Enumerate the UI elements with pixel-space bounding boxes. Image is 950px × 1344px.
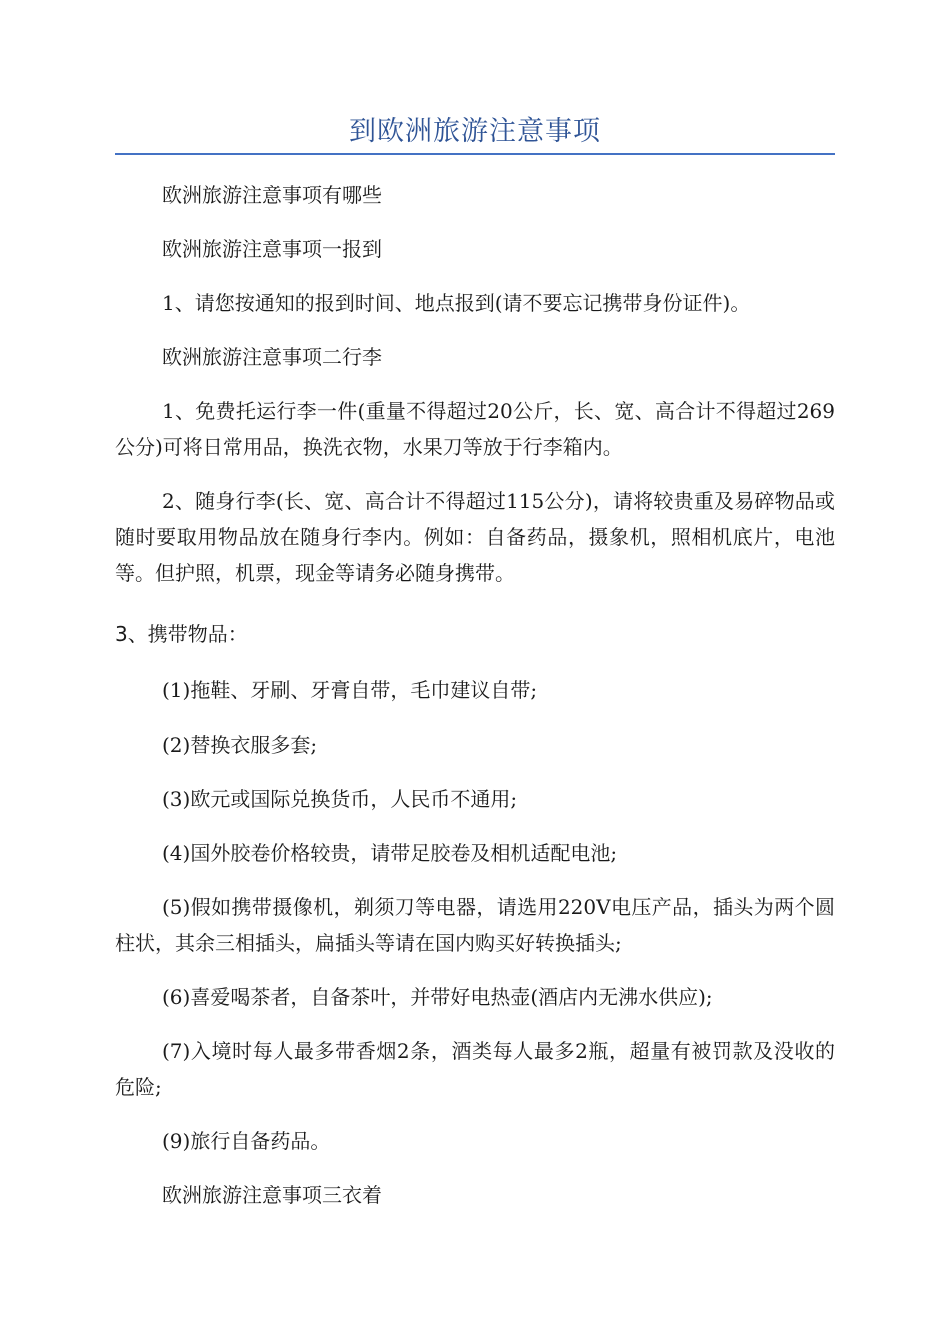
document-title: 到欧洲旅游注意事项 [349,116,601,147]
paragraph-carry-items-heading: 3、携带物品： [115,622,248,646]
paragraph-carry-item-3: (3)欧元或国际兑换货币，人民币不通用; [162,787,518,811]
paragraph-heading-luggage: 欧洲旅游注意事项二行李 [162,345,382,369]
paragraph-luggage-item-1: 1、免费托运行李一件(重量不得超过20公斤，长、宽、高合计不得超过269公分)可将日常用品，换洗衣物，水果刀等放于行李箱内。 [115,399,835,459]
paragraph-carry-item-6: (6)喜爱喝茶者，自备茶叶，并带好电热壶(酒店内无沸水供应); [162,985,713,1009]
paragraph-carry-item-4: (4)国外胶卷价格较贵，请带足胶卷及相机适配电池; [162,841,618,865]
title-underline [115,153,835,155]
paragraph-checkin-item-1: 1、请您按通知的报到时间、地点报到(请不要忘记携带身份证件)。 [162,291,751,315]
paragraph-heading-clothing: 欧洲旅游注意事项三衣着 [162,1183,382,1207]
paragraph-heading-intro: 欧洲旅游注意事项有哪些 [162,183,382,207]
paragraph-carry-item-7: (7)入境时每人最多带香烟2条，酒类每人最多2瓶，超量有被罚款及没收的危险; [115,1039,835,1099]
paragraph-carry-item-5: (5)假如携带摄像机，剃须刀等电器，请选用220V电压产品，插头为两个圆柱状，其余三相插头，扁插头等请在国内购买好转换插头; [115,895,835,955]
paragraph-luggage-item-2: 2、随身行李(长、宽、高合计不得超过115公分)，请将较贵重及易碎物品或随时要取用物品放在随身行李内。例如：自备药品，摄象机，照相机底片，电池等。但护照，机票，现金等请务必随身携带。 [115,489,835,585]
paragraph-carry-item-2: (2)替换衣服多套; [162,733,318,757]
paragraph-heading-checkin: 欧洲旅游注意事项一报到 [162,237,382,261]
paragraph-carry-item-1: (1)拖鞋、牙刷、牙膏自带，毛巾建议自带; [162,678,538,702]
paragraph-carry-item-9: (9)旅行自备药品。 [162,1129,331,1153]
